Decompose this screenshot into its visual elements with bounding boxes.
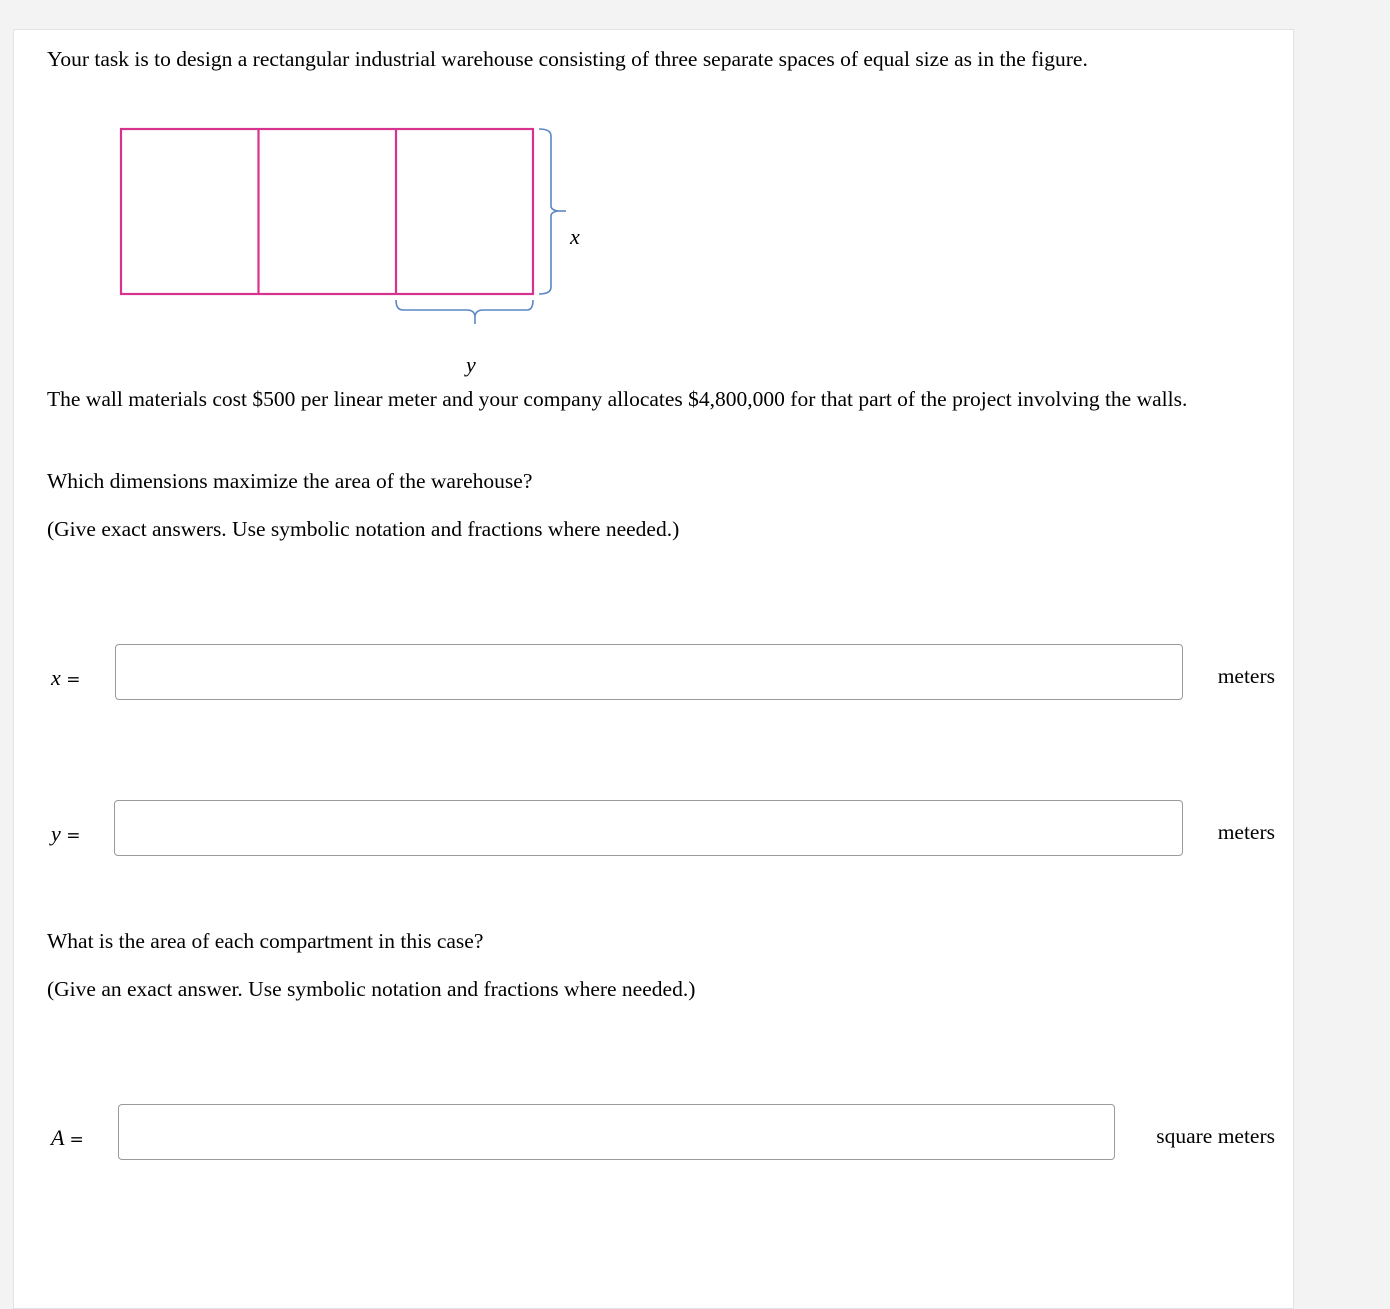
x-brace [539, 129, 558, 294]
problem-intro: Your task is to design a rectangular industrial warehouse consisting of three separate spaces of equal size as in the figure. [47, 47, 1088, 71]
warehouse-outline [121, 129, 533, 294]
area-unit-label: square meters [1156, 1124, 1275, 1148]
y-unit-label: meters [1217, 820, 1275, 844]
area-variable: A [51, 1125, 65, 1150]
y-equals-sign: = [66, 826, 81, 846]
y-answer-input[interactable] [114, 800, 1183, 856]
question-card [13, 29, 1294, 1309]
y-variable: y [51, 821, 61, 846]
x-unit-label: meters [1217, 664, 1275, 688]
hint-dimensions: (Give exact answers. Use symbolic notation and fractions where needed.) [47, 517, 680, 541]
y-brace [396, 300, 533, 316]
problem-walls-text: The wall materials cost $500 per linear meter and your company allocates $4,800,000 for that part of the project involving the walls. [47, 387, 1188, 411]
y-answer-label [51, 822, 81, 848]
area-answer-label [51, 1126, 84, 1152]
x-answer-label [51, 666, 81, 692]
warehouse-figure [118, 126, 618, 377]
area-answer-input[interactable] [118, 1104, 1115, 1160]
hint-area: (Give an exact answer. Use symbolic notation and fractions where needed.) [47, 977, 696, 1001]
question-dimensions: Which dimensions maximize the area of the warehouse? [47, 469, 533, 493]
x-dimension-label: x [570, 224, 580, 249]
y-dimension-label: y [466, 352, 476, 377]
question-area: What is the area of each compartment in this case? [47, 929, 484, 953]
x-variable: x [51, 665, 61, 690]
warehouse-diagram [118, 126, 618, 356]
x-answer-input[interactable] [115, 644, 1183, 700]
area-equals-sign: = [69, 1130, 84, 1150]
x-equals-sign: = [66, 670, 81, 690]
